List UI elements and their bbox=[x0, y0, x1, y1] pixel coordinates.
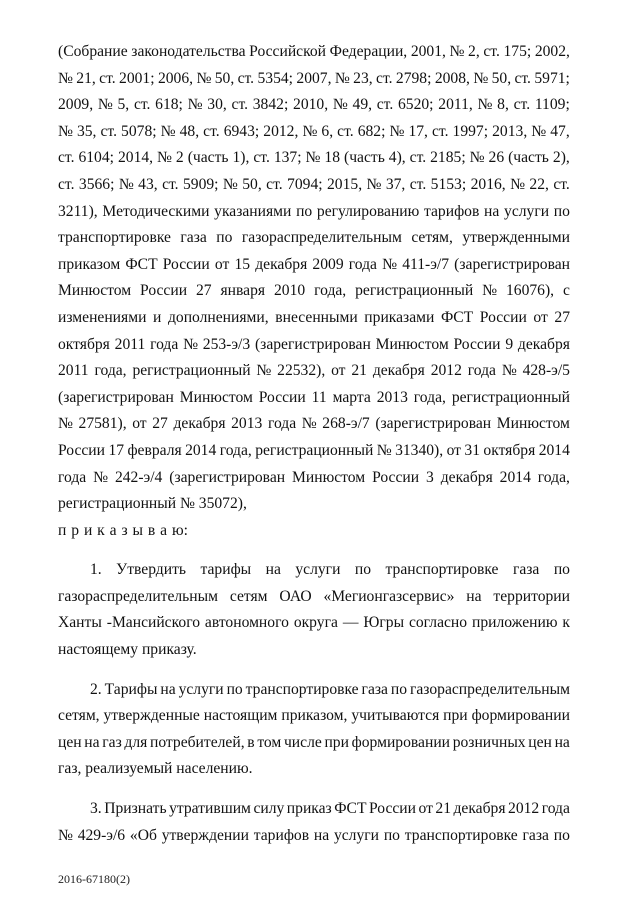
text-line: № 27581), от 27 декабря 2013 года № 268-э/7 (зарегистрирован Минюстом bbox=[58, 415, 570, 433]
order-word: п р и к а з ы в а ю: bbox=[58, 521, 188, 539]
item-3-line: 3. Признать утратившим силу приказ ФСТ России от 21 декабря 2012 года bbox=[90, 800, 570, 818]
text-line: 2009, № 5, ст. 618; № 30, ст. 3842; 2010, № 49, ст. 6520; 2011, № 8, ст. 1109; bbox=[58, 96, 570, 114]
item-2-line: цен на газ для потребителей, в том числе при формировании розничных цен на bbox=[58, 733, 570, 751]
text-line: (зарегистрирован Минюстом России 11 марта 2013 года, регистрационный bbox=[58, 388, 570, 406]
text-line: № 35, ст. 5078; № 48, ст. 6943; 2012, № 6, ст. 682; № 17, ст. 1997; 2013, № 47, bbox=[58, 122, 570, 140]
item-1-line: настоящему приказу. bbox=[58, 641, 197, 659]
text-line: приказом ФСТ России от 15 декабря 2009 года № 411-э/7 (зарегистрирован bbox=[58, 255, 570, 273]
text-line: октября 2011 года № 253-э/3 (зарегистрирован Минюстом России 9 декабря bbox=[58, 335, 570, 353]
text-line: 2011 года, регистрационный № 22532), от 21 декабря 2012 года № 428-э/5 bbox=[58, 362, 570, 380]
item-3-line: № 429-э/6 «Об утверждении тарифов на услуги по транспортировке газа по bbox=[58, 826, 570, 844]
text-line: ст. 3566; № 43, ст. 5909; № 50, ст. 7094; 2015, № 37, ст. 5153; 2016, № 22, ст. bbox=[58, 175, 570, 193]
text-line: регистрационный № 35072), bbox=[58, 495, 247, 513]
text-line: № 21, ст. 2001; 2006, № 50, ст. 5354; 2007, № 23, ст. 2798; 2008, № 50, ст. 5971; bbox=[58, 69, 570, 87]
text-line: изменениями и дополнениями, внесенными приказами ФСТ России от 27 bbox=[58, 308, 570, 326]
document-number: 2016-67180(2) bbox=[58, 872, 130, 886]
item-2-line: сетям, утвержденные настоящим приказом, учитываются при формировании bbox=[58, 707, 570, 725]
text-line: транспортировке газа по газораспределительным сетям, утвержденными bbox=[58, 229, 570, 247]
text-line: года № 242-э/4 (зарегистрирован Минюстом России 3 декабря 2014 года, bbox=[58, 468, 570, 486]
text-line: 3211), Методическими указаниями по регулированию тарифов на услуги по bbox=[58, 202, 570, 220]
text-line: Минюстом России 27 января 2010 года, регистрационный № 16076), с bbox=[58, 282, 570, 300]
item-2-line: газ, реализуемый населению. bbox=[58, 760, 253, 778]
item-2-line: 2. Тарифы на услуги по транспортировке газа по газораспределительным bbox=[90, 680, 570, 698]
document-body bbox=[58, 39, 570, 849]
text-line: (Собрание законодательства Российской Федерации, 2001, № 2, ст. 175; 2002, bbox=[58, 43, 570, 60]
item-1-line: газораспределительным сетям ОАО «Мегионгазсервис» на территории bbox=[58, 587, 570, 605]
item-1-line: Ханты -Мансийского автономного округа — Югры согласно приложению к bbox=[58, 614, 570, 632]
text-line: ст. 6104; 2014, № 2 (часть 1), ст. 137; № 18 (часть 4), ст. 2185; № 26 (часть 2), bbox=[58, 149, 570, 167]
text-line: России 17 февраля 2014 года, регистрационный № 31340), от 31 октября 2014 bbox=[58, 441, 570, 459]
item-1-line: 1. Утвердить тарифы на услуги по транспортировке газа по bbox=[90, 561, 570, 579]
